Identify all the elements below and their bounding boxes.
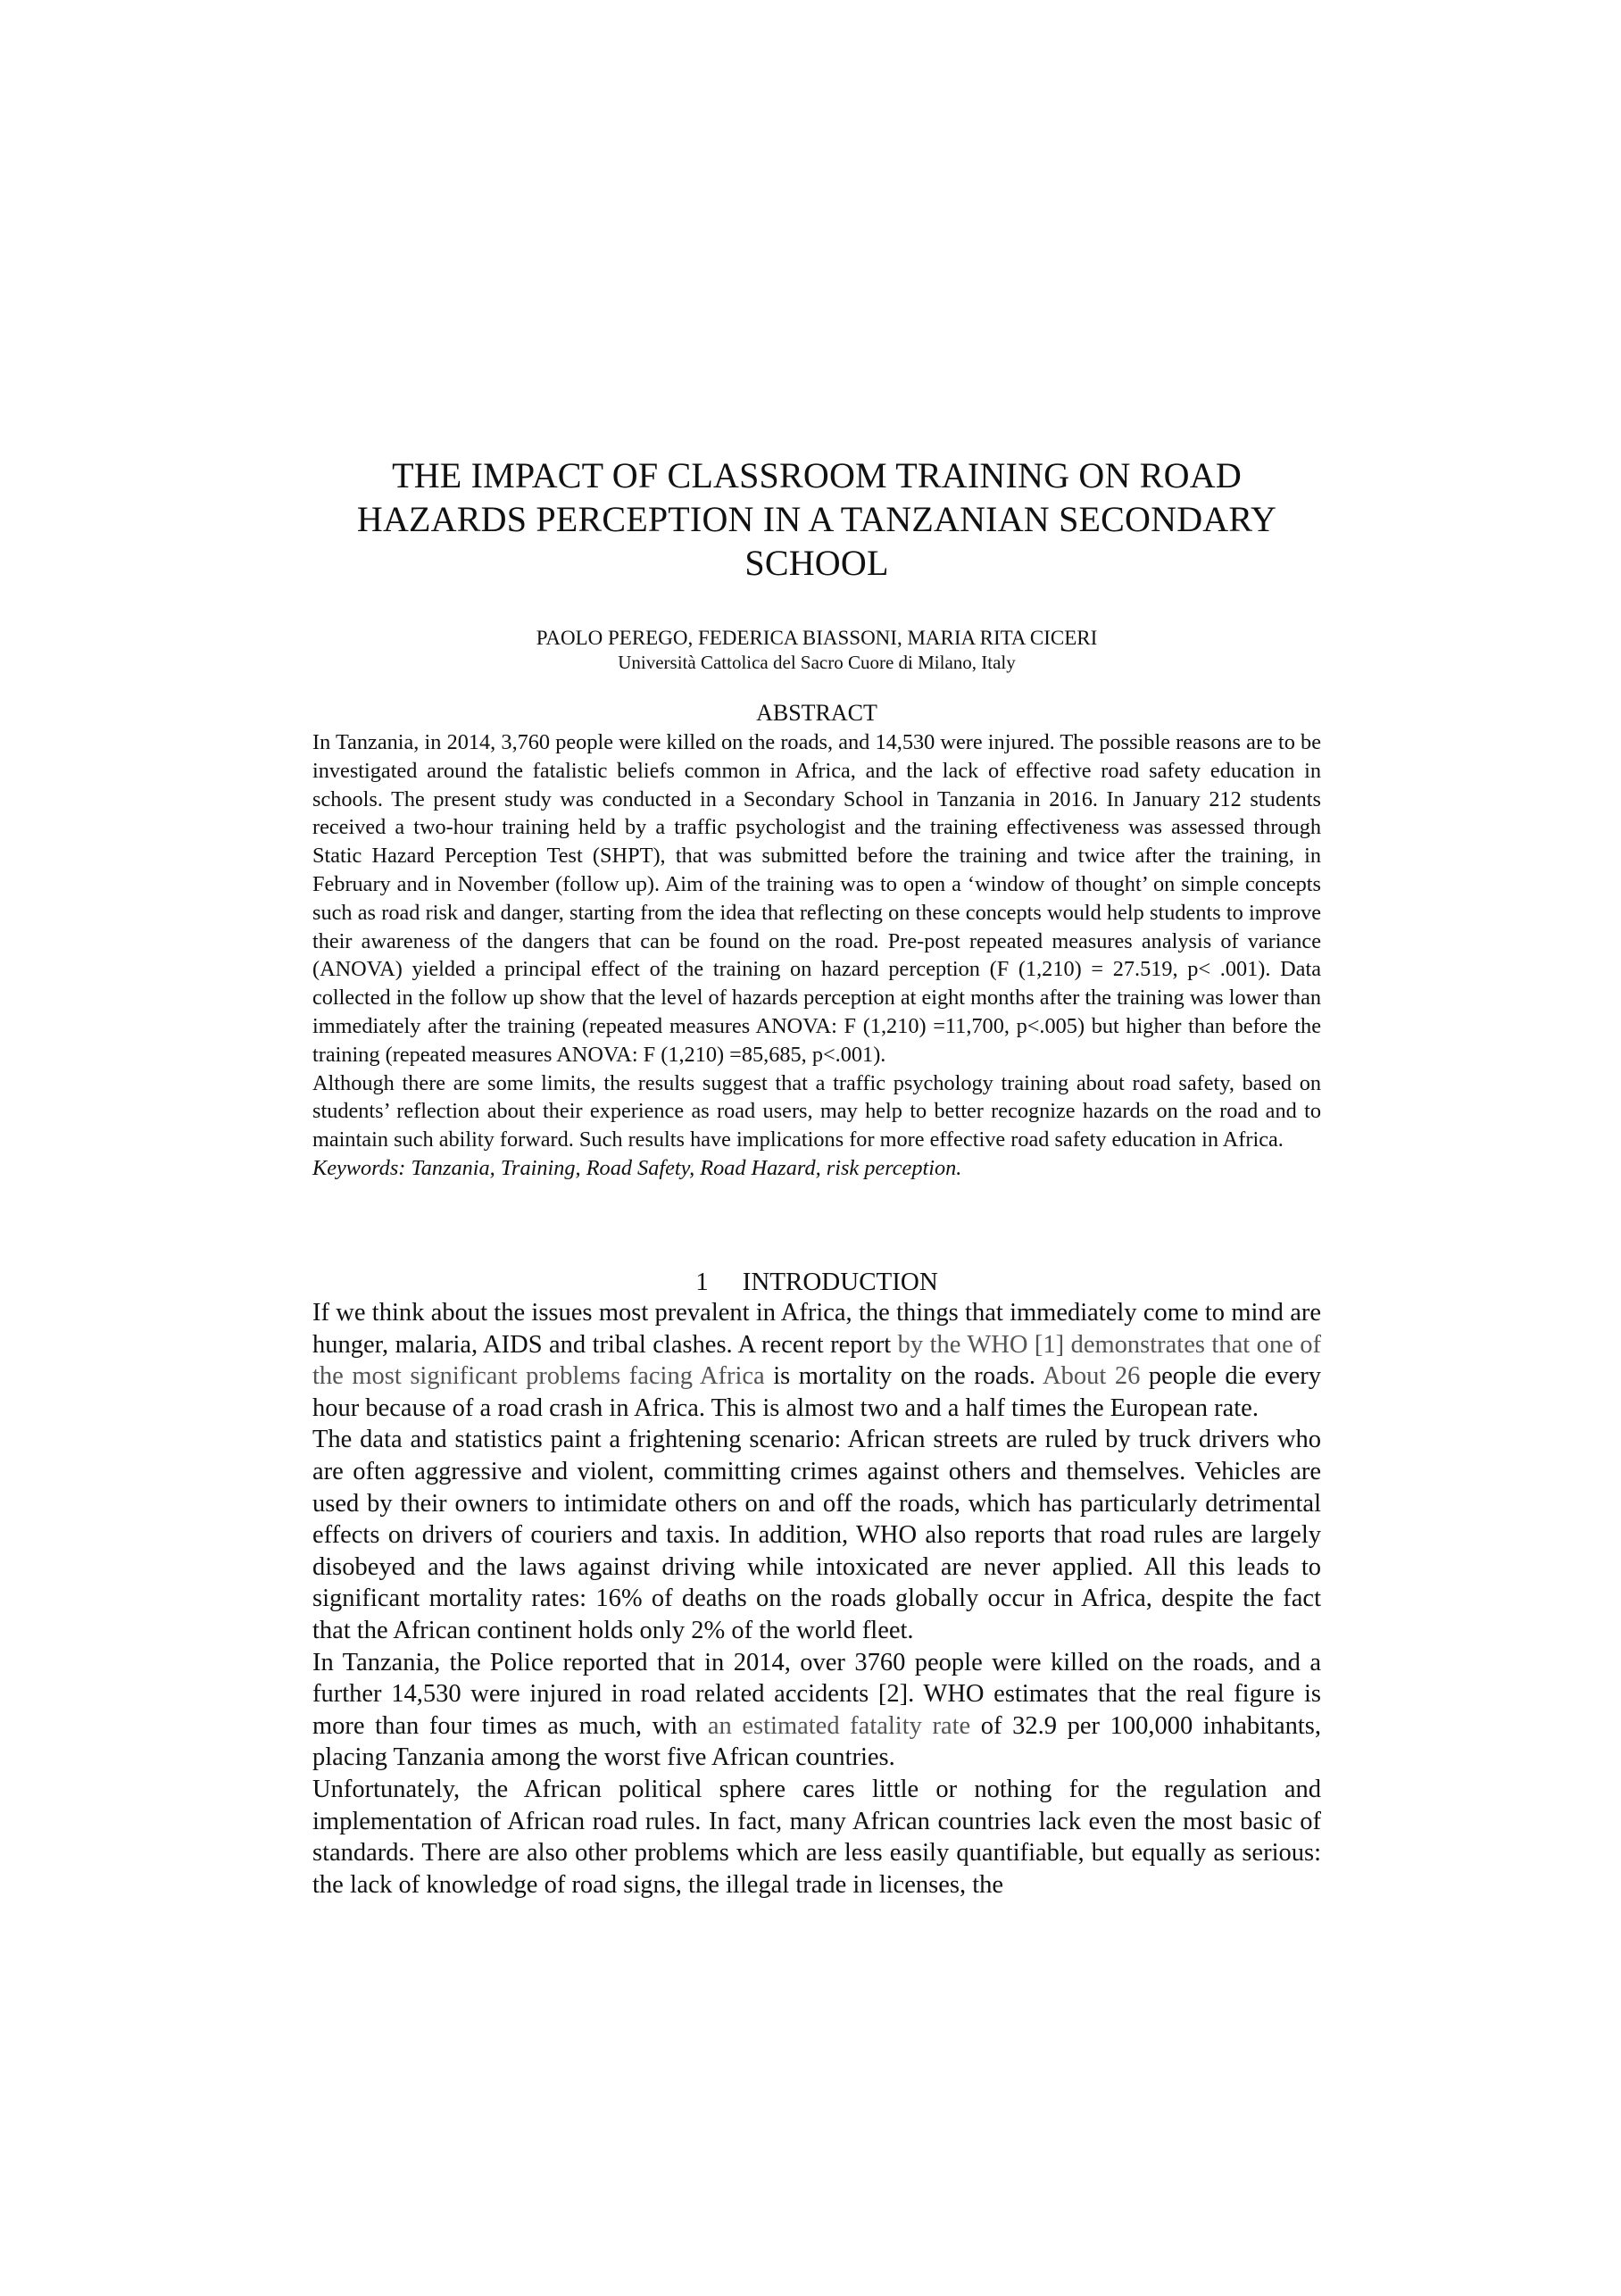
abstract-paragraph: In Tanzania, in 2014, 3,760 people were killed on the roads, and 14,530 were injured. The possible reasons are to be investigated around the fatalistic beliefs common in Africa, and the lack of effective road safety education in schools. The present study was conducted in a Secondary School in Tanzania in 2016. In January 212 students received a two-hour training held by a traffic psychologist and the training effectiveness was assessed through Static Hazard Perception Test (SHPT), that was submitted before the training and twice after the training, in February and in November (follow up). Aim of the training was to open a ‘window of thought’ on simple concepts such as road risk and danger, starting from the idea that reflecting on these concepts would help students to improve their awareness of the dangers that can be found on the road. Pre-post repeated measures analysis of variance (ANOVA) yielded a principal effect of the training on hazard perception (F (1,210) = 27.519, p< .001). Data collected in the follow up show that the level of hazards perception at eight months after the training was lower than immediately after the training (repeated measures ANOVA: F (1,210) =11,700, p<.005) but higher than before the training (repeated measures ANOVA: F (1,210) =85,685, p<.001). (312, 730, 1321, 1067)
abstract-paragraph: Although there are some limits, the results suggest that a traffic psychology training about road safety, based on students’ reflection about their experience as road users, may help to better recognize hazards on the road and to maintain such ability forward. Such results have implications for more effective road safety education in Africa. (312, 1070, 1321, 1152)
abstract-body (312, 728, 1321, 1183)
author-affiliation: Università Cattolica del Sacro Cuore di Milano, Italy (618, 652, 1016, 673)
abstract-heading: ABSTRACT (756, 700, 877, 726)
text-run: If we think about the issues most prevalent in Africa, the things that immediately come to mind are hunger, malaria, AIDS and tribal clashes. A recent report (312, 1299, 1321, 1359)
title-line-3: SCHOOL (744, 543, 889, 583)
section-heading-introduction (312, 1266, 1321, 1298)
title-line-2: HAZARDS PERCEPTION IN A TANZANIAN SECONDARY (356, 499, 1277, 539)
section-title: INTRODUCTION (742, 1268, 938, 1296)
text-run: of 32.9 per 100,000 inhabitants, placing Tanzania among the worst five African countries. (312, 1711, 1321, 1772)
keywords: Keywords: Tanzania, Training, Road Safety, Road Hazard, risk perception. (312, 1155, 962, 1180)
text-run: people die every hour because of a road crash in Africa. This is almost two and a half times the European rate. (312, 1362, 1322, 1422)
intro-paragraph (312, 1647, 1321, 1774)
intro-paragraph: Unfortunately, the African political sphere cares little or nothing for the regulation and implementation of African road rules. In fact, many African countries lack even the most basic of standards. There are also other problems which are less easily quantifiable, but equally as serious: the lack of knowledge of road signs, the illegal trade in licenses, the (312, 1775, 1321, 1899)
intro-paragraph (312, 1297, 1321, 1424)
introduction-body (312, 1297, 1321, 1901)
text-run-grey: an estimated fatality rate (707, 1711, 971, 1740)
title-line-1: THE IMPACT OF CLASSROOM TRAINING ON ROAD (392, 455, 1242, 495)
author-list: PAOLO PEREGO, FEDERICA BIASSONI, MARIA RITA CICERI (536, 627, 1098, 649)
text-run: In Tanzania, the Police reported that in 2014, over 3760 people were killed on the roads, and a further 14,530 were injured in road related accidents [2]. WHO estimates that the real figure is more than four times as much, with (312, 1648, 1321, 1740)
text-run: is mortality on the roads. (764, 1362, 1043, 1391)
section-number: 1 (695, 1268, 709, 1296)
intro-paragraph: The data and statistics paint a frightening scenario: African streets are ruled by truck drivers who are often aggressive and violent, committing crimes against others and themselves. Vehicles are used by their owners to intimidate others on and off the roads, which has particularly detrimental effects on drivers of couriers and taxis. In addition, WHO also reports that road rules are largely disobeyed and the laws against driving while intoxicated are never applied. All this leads to significant mortality rates: 16% of deaths on the roads globally occur in Africa, despite the fact that the African continent holds only 2% of the world fleet. (312, 1426, 1321, 1644)
paper-title (312, 453, 1321, 585)
text-run-grey: About 26 (1043, 1362, 1141, 1391)
text-run-grey: by the WHO [1] demonstrates that one of the most significant problems facing Africa (312, 1330, 1321, 1391)
